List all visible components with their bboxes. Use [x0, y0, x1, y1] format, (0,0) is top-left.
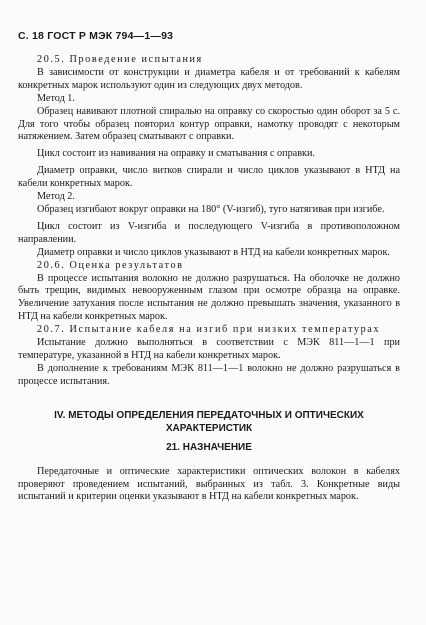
method-2-label: Метод 2. — [37, 191, 75, 203]
subsection-heading-20-7: 20.7. Испытание кабеля на изгиб при низких температурах — [37, 324, 381, 336]
paragraph: В дополнение к требованиям МЭК 811—1—1 волокно не должно разрушаться в процессе испытания. — [18, 362, 400, 387]
subsection-heading-20-5: 20.5. Проведение испытания — [37, 54, 203, 65]
section-heading-iv: IV. МЕТОДЫ ОПРЕДЕЛЕНИЯ ПЕРЕДАТОЧНЫХ И ОПТИЧЕСКИХ ХАРАКТЕРИСТИК — [54, 409, 364, 434]
paragraph: Образец изгибают вокруг оправки на 180° (V-изгиб), туго натягивая при изгибе. — [37, 203, 385, 215]
paragraph: Диаметр оправки, число витков спирали и число циклов указывают в НТД на кабели конкретных марок. — [18, 165, 400, 190]
document-body — [18, 54, 400, 504]
paragraph: В процессе испытания волокно не должно разрушаться. На оболочке не должно быть трещин, видимых невооруженным глазом при осмотре образца на оправке. Увеличение затухания после испытания не должно превышать значения, указанного в НТД на кабели конкретных марок. — [18, 272, 400, 323]
section-heading-21: 21. НАЗНАЧЕНИЕ — [166, 441, 252, 453]
page-header: С. 18 ГОСТ Р МЭК 794—1—93 — [18, 30, 174, 42]
subsection-heading-20-6: 20.6. Оценка результатов — [37, 259, 184, 271]
paragraph: Цикл состоит из навивания на оправку и сматывания с оправки. — [37, 148, 315, 160]
paragraph: Диаметр оправки и число циклов указывают в НТД на кабели конкретных марок. — [37, 246, 390, 258]
paragraph: Образец навивают плотной спиралью на оправку со скоростью один оборот за 5 с. Для того чтобы образец повторил контур оправки, намотку проводят с некоторым натяжением. Затем образец сматывают с оправки. — [18, 105, 400, 143]
paragraph: Цикл состоит из V-изгиба и последующего V-изгиба в противоположном направлении. — [18, 220, 400, 245]
paragraph: Передаточные и оптические характеристики оптических волокон в кабелях проверяют проведением испытаний, выбранных из табл. 3. Конкретные виды испытаний и критерии оценки указывают в НТД на кабели конкретных марок. — [18, 465, 400, 503]
paragraph: Испытание должно выполняться в соответствии с МЭК 811—1—1 при температуре, указанной в НТД на кабели конкретных марок. — [18, 337, 400, 361]
paragraph: В зависимости от конструкции и диаметра кабеля и от требований к кабелям конкретных марок используют один из следующих двух методов. — [18, 66, 400, 91]
method-1-label: Метод 1. — [37, 92, 75, 104]
